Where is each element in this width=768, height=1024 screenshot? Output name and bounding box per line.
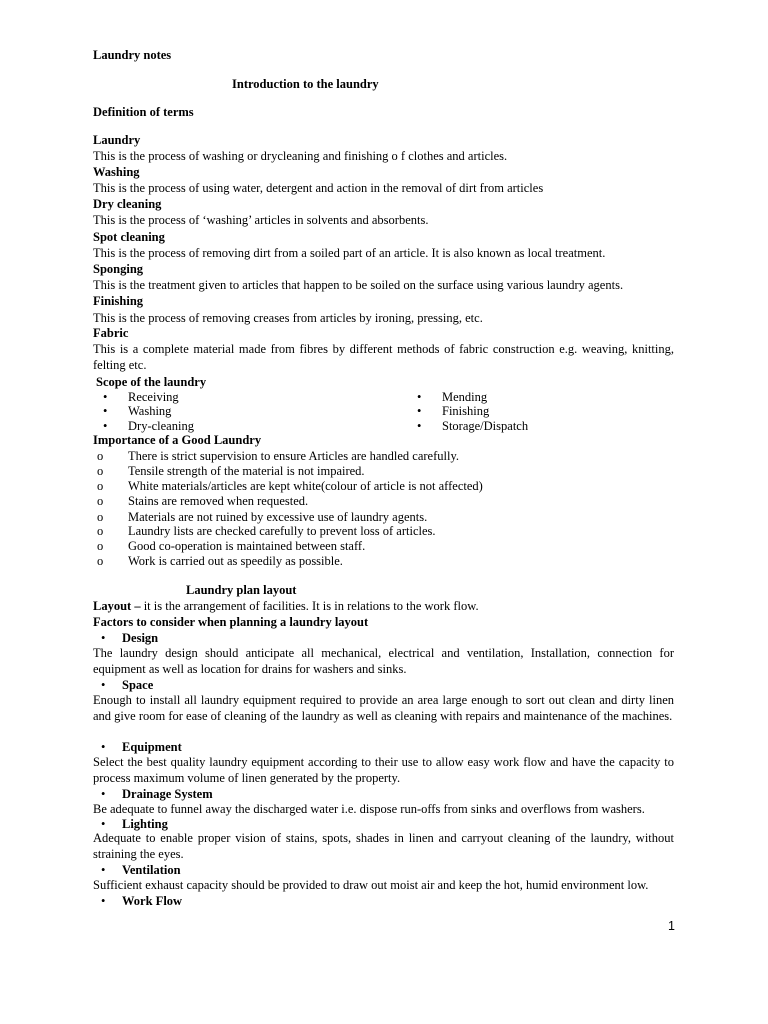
term-finishing: Finishing bbox=[93, 294, 144, 308]
importance-item: Work is carried out as speedily as possible. bbox=[128, 554, 343, 568]
factor-name: Drainage System bbox=[122, 787, 213, 801]
bullet-icon: • bbox=[417, 419, 422, 433]
definition-laundry: This is the process of washing or drycleaning and finishing o f clothes and articles. bbox=[93, 149, 508, 163]
importance-heading: Importance of a Good Laundry bbox=[93, 433, 262, 447]
factor-name: Equipment bbox=[122, 740, 182, 754]
importance-item: Stains are removed when requested. bbox=[128, 494, 309, 508]
importance-item: There is strict supervision to ensure Articles are handled carefully. bbox=[128, 449, 460, 463]
scope-item: Washing bbox=[128, 404, 172, 418]
bullet-icon: • bbox=[101, 740, 106, 754]
definition-fabric: This is a complete material made from fibres by different methods of fabric construction e.g. weaving, knitting, felting etc. bbox=[93, 342, 674, 372]
definition-dry-cleaning: This is the process of ‘washing’ articles in solvents and absorbents. bbox=[93, 213, 429, 227]
circle-bullet-icon: o bbox=[97, 539, 104, 553]
scope-heading: Scope of the laundry bbox=[96, 375, 207, 389]
factor-text: Enough to install all laundry equipment required to provide an area large enough to sort out clean and dirty linen and give room for ease of cleaning of the laundry as well as cleaning with repairs and maintenance of the machines. bbox=[93, 693, 674, 723]
bullet-icon: • bbox=[103, 390, 108, 404]
factor-text: The laundry design should anticipate all mechanical, electrical and ventilation, Installation, connection for equipment as well as location for drains for washers and sinks. bbox=[93, 646, 674, 676]
bullet-icon: • bbox=[101, 631, 106, 645]
term-spot-cleaning: Spot cleaning bbox=[93, 230, 165, 244]
scope-item: Storage/Dispatch bbox=[442, 419, 529, 433]
factor-text: Be adequate to funnel away the discharged water i.e. dispose run-offs from sinks and overflows from washers. bbox=[93, 802, 645, 816]
definition-finishing: This is the process of removing creases from articles by ironing, pressing, etc. bbox=[93, 311, 483, 325]
layout-definition bbox=[93, 599, 479, 615]
circle-bullet-icon: o bbox=[97, 554, 104, 568]
circle-bullet-icon: o bbox=[97, 464, 104, 478]
scope-item: Receiving bbox=[128, 390, 179, 404]
bullet-icon: • bbox=[101, 678, 106, 692]
factor-name: Space bbox=[122, 678, 154, 692]
importance-item: White materials/articles are kept white(colour of article is not affected) bbox=[128, 479, 483, 493]
factor-text: Sufficient exhaust capacity should be provided to draw out moist air and keep the hot, humid environment low. bbox=[93, 878, 649, 892]
term-dry-cleaning: Dry cleaning bbox=[93, 197, 162, 211]
circle-bullet-icon: o bbox=[97, 524, 104, 538]
factor-name: Design bbox=[122, 631, 159, 645]
importance-item: Tensile strength of the material is not impaired. bbox=[128, 464, 365, 478]
term-fabric: Fabric bbox=[93, 326, 129, 340]
importance-item: Laundry lists are checked carefully to prevent loss of articles. bbox=[128, 524, 436, 538]
term-sponging: Sponging bbox=[93, 262, 144, 276]
scope-item: Finishing bbox=[442, 404, 490, 418]
bullet-icon: • bbox=[417, 404, 422, 418]
intro-heading: Introduction to the laundry bbox=[232, 77, 379, 91]
definition-washing: This is the process of using water, detergent and action in the removal of dirt from articles bbox=[93, 181, 544, 195]
factors-heading: Factors to consider when planning a laundry layout bbox=[93, 615, 369, 629]
circle-bullet-icon: o bbox=[97, 494, 104, 508]
term-laundry: Laundry bbox=[93, 133, 141, 147]
factor-text: Select the best quality laundry equipment according to their use to allow easy work flow and have the capacity to process maximum volume of linen generated by the property. bbox=[93, 755, 674, 785]
layout-heading: Laundry plan layout bbox=[186, 583, 297, 597]
bullet-icon: • bbox=[417, 390, 422, 404]
factor-name: Ventilation bbox=[122, 863, 181, 877]
circle-bullet-icon: o bbox=[97, 449, 104, 463]
definition-spot-cleaning: This is the process of removing dirt from a soiled part of an article. It is also known as local treatment. bbox=[93, 246, 606, 260]
bullet-icon: • bbox=[103, 404, 108, 418]
factor-name: Lighting bbox=[122, 817, 168, 831]
page-number: 1 bbox=[668, 919, 675, 933]
factor-text: Adequate to enable proper vision of stains, spots, shades in linen and carryout cleaning of the laundry, without straining the eyes. bbox=[93, 831, 674, 861]
term-washing: Washing bbox=[93, 165, 140, 179]
layout-def-text: it is the arrangement of facilities. It is in relations to the work flow. bbox=[140, 599, 479, 613]
bullet-icon: • bbox=[101, 894, 106, 908]
scope-item: Dry-cleaning bbox=[128, 419, 194, 433]
document-title: Laundry notes bbox=[93, 48, 172, 62]
importance-item: Good co-operation is maintained between staff. bbox=[128, 539, 366, 553]
factor-name: Work Flow bbox=[122, 894, 183, 908]
circle-bullet-icon: o bbox=[97, 479, 104, 493]
scope-item: Mending bbox=[442, 390, 488, 404]
definition-sponging: This is the treatment given to articles that happen to be soiled on the surface using various laundry agents. bbox=[93, 278, 624, 292]
circle-bullet-icon: o bbox=[97, 510, 104, 524]
bullet-icon: • bbox=[101, 817, 106, 831]
bullet-icon: • bbox=[101, 787, 106, 801]
definitions-heading: Definition of terms bbox=[93, 105, 194, 119]
importance-item: Materials are not ruined by excessive use of laundry agents. bbox=[128, 510, 428, 524]
bullet-icon: • bbox=[103, 419, 108, 433]
bullet-icon: • bbox=[101, 863, 106, 877]
layout-term: Layout – bbox=[93, 599, 141, 613]
